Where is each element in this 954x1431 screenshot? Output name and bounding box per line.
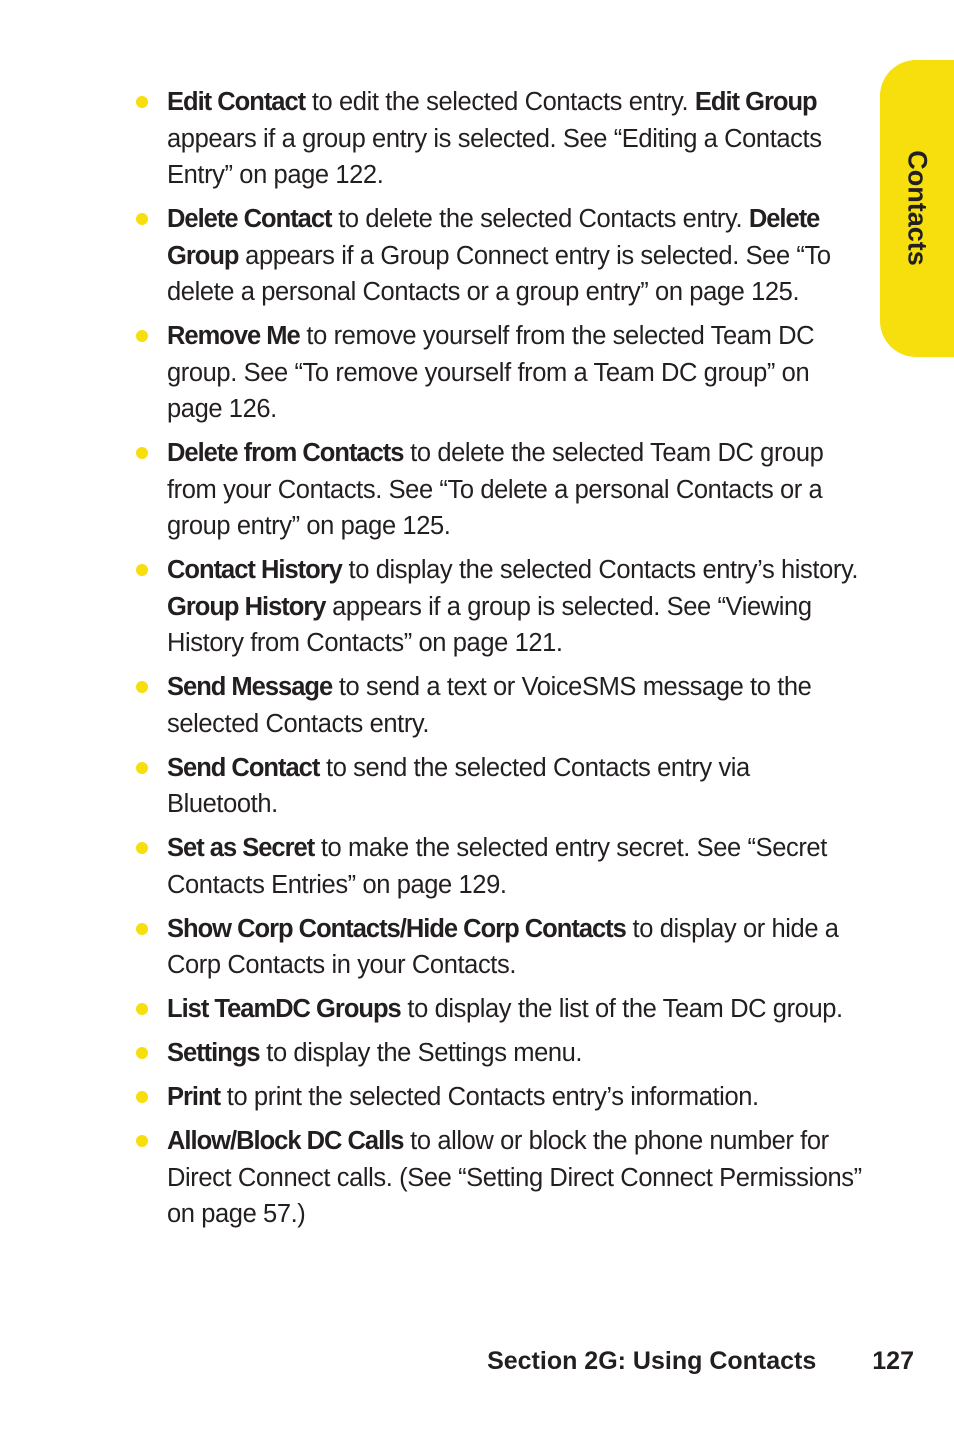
option-description: to delete the selected Team DC group from your Contacts. See “To delete a personal Contacts or a group entry” on page 125. [167, 439, 824, 540]
bullet-icon [136, 923, 148, 935]
footer-section-title: Section 2G: Using Contacts [487, 1347, 817, 1375]
option-term: Settings [167, 1039, 260, 1067]
option-description: to allow or block the phone number for Direct Connect calls. (See “Setting Direct Connect Permissions” on page 57.) [167, 1127, 862, 1228]
list-item [167, 669, 867, 742]
bullet-icon [136, 1135, 148, 1147]
bullet-icon [136, 1091, 148, 1103]
option-term: Show Corp Contacts/Hide Corp Contacts [167, 914, 626, 943]
list-item [167, 435, 867, 545]
option-description: to send the selected Contacts entry via Bluetooth. [167, 753, 750, 818]
bullet-icon [136, 1003, 148, 1015]
bullet-icon [136, 762, 148, 774]
bullet-icon [136, 842, 148, 854]
list-item [167, 911, 867, 984]
option-description: appears if a Group Connect entry is selected. See “To delete a personal Contacts or a group entry” on page 125. [167, 241, 831, 306]
option-term: Send Message [167, 673, 333, 701]
bullet-icon [136, 213, 148, 225]
option-description: appears if a group is selected. See “Viewing History from Contacts” on page 121. [167, 592, 812, 657]
bullet-icon [136, 1047, 148, 1059]
option-description: to print the selected Contacts entry’s information. [220, 1083, 759, 1111]
list-item [167, 201, 867, 311]
option-term: Allow/Block DC Calls [167, 1127, 404, 1155]
option-term: List TeamDC Groups [167, 995, 401, 1023]
option-description: to display the list of the Team DC group. [400, 995, 843, 1023]
bullet-icon [136, 96, 148, 108]
option-description: to edit the selected Contacts entry. [305, 88, 695, 116]
option-term: Set as Secret [167, 834, 315, 862]
option-description: to delete the selected Contacts entry. [331, 205, 749, 233]
option-description: to remove yourself from the selected Team DC group. See “To remove yourself from a Team DC group” on page 126. [167, 322, 815, 423]
page-footer [487, 1347, 914, 1376]
option-term: Contact History [167, 556, 342, 584]
option-term: Print [167, 1083, 221, 1111]
page-number: 127 [872, 1347, 914, 1375]
list-item [167, 1035, 867, 1072]
option-term: Delete Contact [167, 205, 332, 233]
option-description: to display the Settings menu. [259, 1039, 583, 1067]
option-description: to send a text or VoiceSMS message to the selected Contacts entry. [167, 673, 812, 738]
option-description: appears if a group entry is selected. See “Editing a Contacts Entry” on page 122. [167, 124, 822, 189]
option-description: to display the selected Contacts entry’s history. [341, 556, 859, 584]
list-item [167, 991, 867, 1028]
list-item [167, 552, 867, 662]
list-item [167, 84, 867, 194]
option-term: Send Contact [167, 753, 320, 782]
bullet-icon [136, 681, 148, 693]
option-term: Group History [167, 592, 326, 621]
option-term: Remove Me [167, 322, 300, 350]
bullet-icon [136, 447, 148, 459]
bullet-icon [136, 564, 148, 576]
list-item [167, 750, 867, 823]
bullet-icon [136, 330, 148, 342]
option-term: Edit Contact [167, 88, 306, 116]
list-item [167, 1123, 867, 1233]
section-tab-label: Contacts [902, 150, 933, 266]
menu-options-list [167, 84, 867, 1240]
option-term: Edit Group [694, 88, 817, 116]
list-item [167, 830, 867, 903]
list-item [167, 318, 867, 428]
section-tab [880, 60, 954, 357]
list-item [167, 1079, 867, 1116]
option-term: Delete Group [167, 205, 820, 270]
option-term: Delete from Contacts [167, 439, 404, 467]
option-description: to make the selected entry secret. See “Secret Contacts Entries” on page 129. [167, 834, 827, 899]
option-description: to display or hide a Corp Contacts in your Contacts. [167, 914, 839, 979]
